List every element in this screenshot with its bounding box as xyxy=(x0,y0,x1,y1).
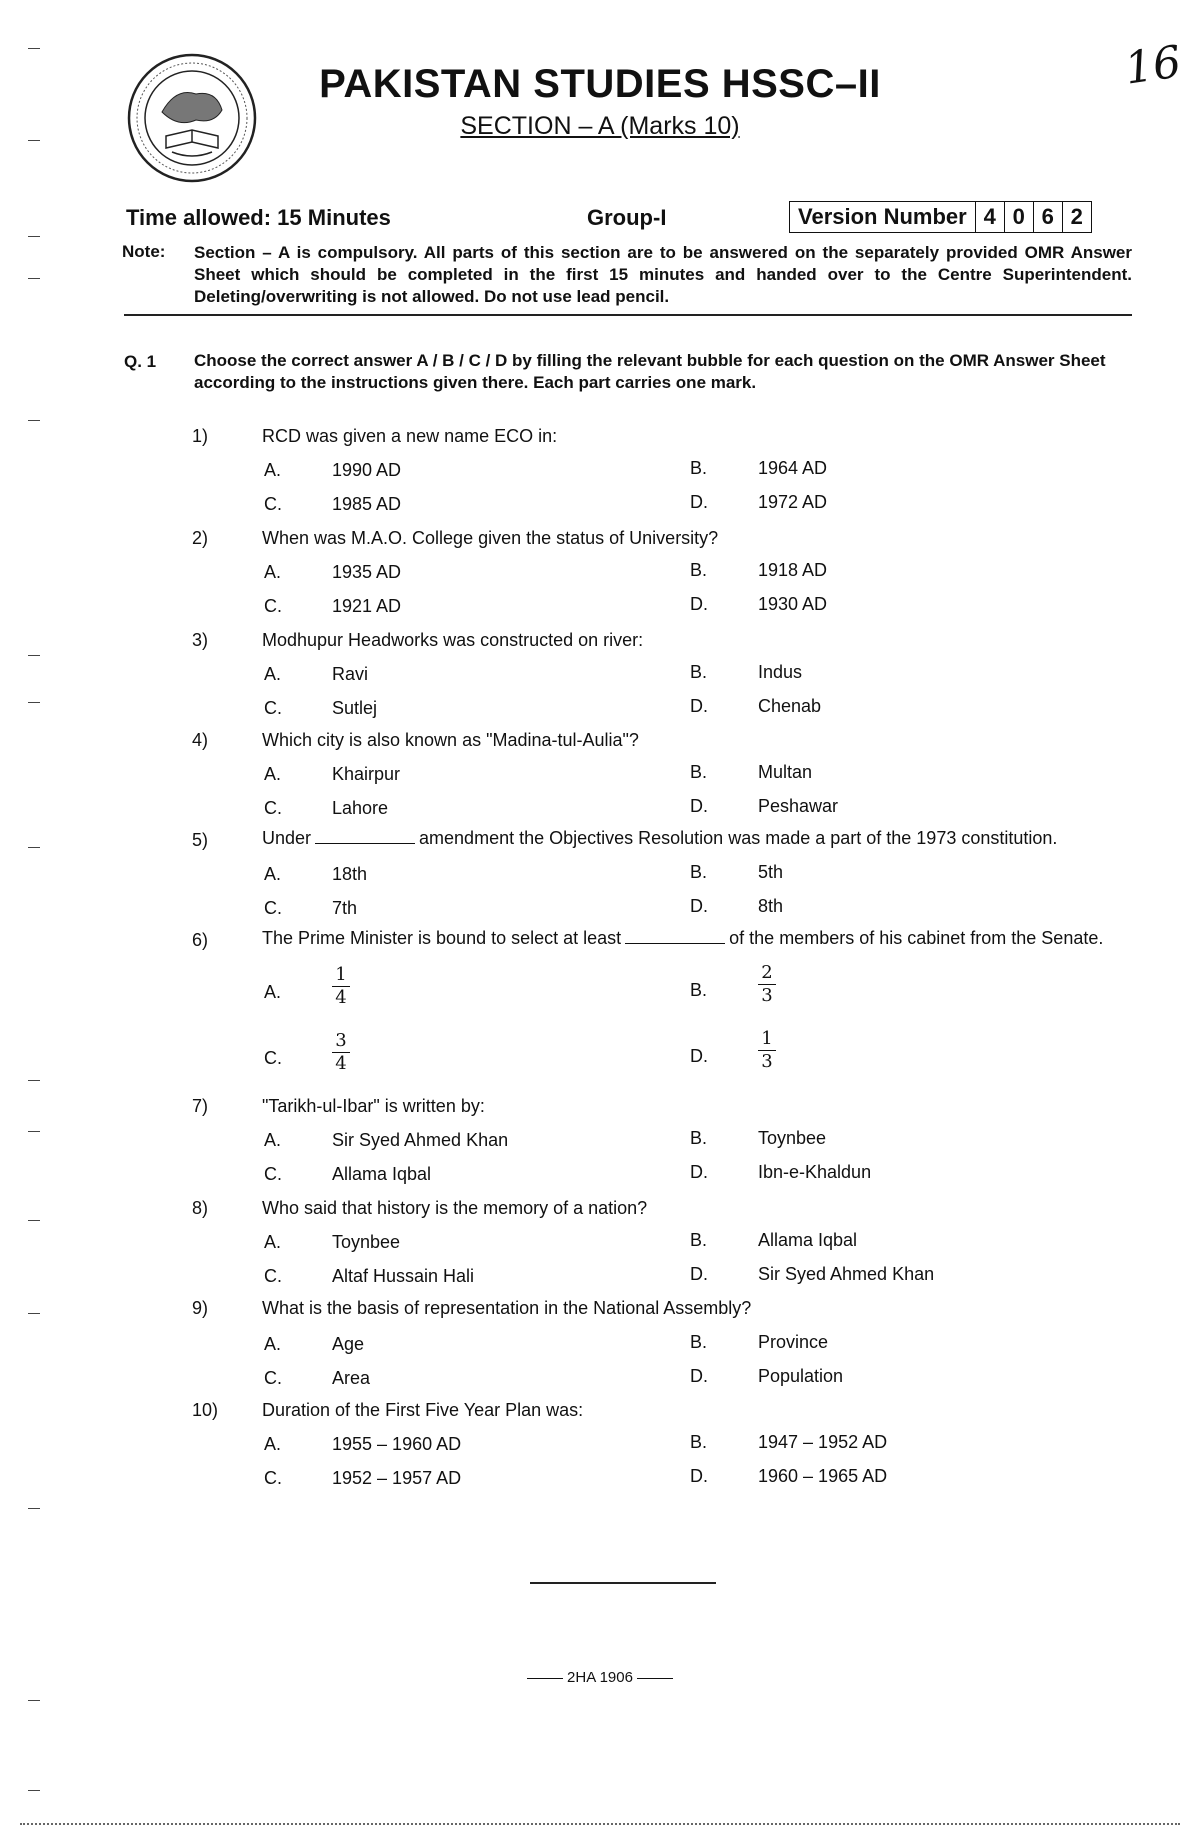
fraction-numerator: 1 xyxy=(761,1028,773,1049)
option-letter: C. xyxy=(264,798,282,818)
option-text: Allama Iqbal xyxy=(758,1230,858,1250)
option-text: 1955 – 1960 AD xyxy=(332,1434,462,1454)
option-letter: D. xyxy=(690,796,708,816)
fill-blank xyxy=(625,929,725,944)
option-text: 1930 AD xyxy=(758,594,828,614)
version-digit: 2 xyxy=(1070,204,1083,229)
option-text: Allama Iqbal xyxy=(332,1164,432,1184)
fraction-denominator: 4 xyxy=(335,987,347,1008)
option-letter: A. xyxy=(264,562,282,582)
option-letter: C. xyxy=(264,1048,282,1068)
option-text: 1960 – 1965 AD xyxy=(758,1466,888,1486)
question-text: Who said that history is the memory of a nation? xyxy=(262,1198,648,1218)
option-text: Ravi xyxy=(332,664,369,684)
scan-margin-mark xyxy=(28,420,40,421)
question-text xyxy=(262,928,1103,949)
scan-margin-mark xyxy=(28,702,40,703)
question-label: Q. 1 xyxy=(124,352,157,371)
fraction-option xyxy=(332,964,350,1009)
option-text: 1918 AD xyxy=(758,560,828,580)
scan-bottom-edge xyxy=(20,1823,1180,1825)
option-text: Ibn-e-Khaldun xyxy=(758,1162,872,1182)
option-text: Multan xyxy=(758,762,813,782)
scan-margin-mark xyxy=(28,278,40,279)
fraction-option xyxy=(758,962,776,1007)
question-text xyxy=(262,828,1057,849)
question-text: Which city is also known as "Madina-tul-Aulia"? xyxy=(262,730,639,750)
option-text: Chenab xyxy=(758,696,822,716)
question-number: 4) xyxy=(192,730,209,750)
question-text: Modhupur Headworks was constructed on river: xyxy=(262,630,644,650)
option-text: 1952 – 1957 AD xyxy=(332,1468,462,1488)
option-letter: B. xyxy=(690,862,708,882)
fraction-option xyxy=(758,1028,776,1073)
option-text: 1947 – 1952 AD xyxy=(758,1432,888,1452)
fill-blank xyxy=(315,829,415,844)
option-letter: B. xyxy=(690,1432,708,1452)
scan-margin-mark xyxy=(28,847,40,848)
group-label: Group-I xyxy=(587,205,667,230)
option-letter: D. xyxy=(690,492,708,512)
scan-margin-mark xyxy=(28,1131,40,1132)
question-text-after: of the members of his cabinet from the Senate. xyxy=(729,928,1104,948)
note-label: Note: xyxy=(122,242,166,261)
option-text: Altaf Hussain Hali xyxy=(332,1266,475,1286)
question-number: 6) xyxy=(192,930,209,950)
option-text: Sutlej xyxy=(332,698,378,718)
option-letter: C. xyxy=(264,1368,282,1388)
scan-margin-mark xyxy=(28,1313,40,1314)
option-text: Sir Syed Ahmed Khan xyxy=(758,1264,935,1284)
footer-code-text: 2HA 1906 xyxy=(567,1669,633,1686)
scan-margin-mark xyxy=(28,48,40,49)
version-digit: 4 xyxy=(976,202,1005,232)
question-text: RCD was given a new name ECO in: xyxy=(262,426,558,446)
option-letter: D. xyxy=(690,896,708,916)
fraction-denominator: 3 xyxy=(761,985,773,1006)
scan-margin-mark xyxy=(28,655,40,656)
question-number: 3) xyxy=(192,630,209,650)
option-letter: A. xyxy=(264,1434,282,1454)
option-text: Khairpur xyxy=(332,764,401,784)
option-text: 1964 AD xyxy=(758,458,828,478)
option-letter: B. xyxy=(690,1332,708,1352)
version-digit: 6 xyxy=(1034,202,1063,232)
option-letter: A. xyxy=(264,460,282,480)
option-letter: D. xyxy=(690,1264,708,1284)
option-letter: A. xyxy=(264,982,282,1002)
option-letter: B. xyxy=(690,560,708,580)
handwritten-page-number: 16 xyxy=(1121,36,1185,95)
option-text: 1985 AD xyxy=(332,494,402,514)
option-letter: B. xyxy=(690,762,708,782)
option-text: Province xyxy=(758,1332,829,1352)
option-text: Sir Syed Ahmed Khan xyxy=(332,1130,509,1150)
section-heading: SECTION – A (Marks 10) xyxy=(460,112,740,140)
option-letter: D. xyxy=(690,594,708,614)
question-number: 2) xyxy=(192,528,209,548)
question-number: 7) xyxy=(192,1096,209,1116)
option-letter: A. xyxy=(264,1130,282,1150)
option-text: Indus xyxy=(758,662,803,682)
fraction-numerator: 3 xyxy=(335,1030,347,1051)
option-text: 1972 AD xyxy=(758,492,828,512)
fraction-numerator: 1 xyxy=(335,964,347,985)
option-letter: D. xyxy=(690,1466,708,1486)
question-text-before: The Prime Minister is bound to select at least xyxy=(262,928,622,948)
option-letter: A. xyxy=(264,1232,282,1252)
scan-margin-mark xyxy=(28,1508,40,1509)
option-letter: D. xyxy=(690,1366,708,1386)
option-letter: B. xyxy=(690,980,708,1000)
option-letter: B. xyxy=(690,458,708,478)
fraction-denominator: 3 xyxy=(761,1051,773,1072)
option-letter: B. xyxy=(690,1128,708,1148)
version-label: Version Number xyxy=(790,202,976,232)
option-letter: C. xyxy=(264,596,282,616)
option-text: 1990 AD xyxy=(332,460,402,480)
option-letter: B. xyxy=(690,662,708,682)
option-text: Toynbee xyxy=(758,1128,827,1148)
question-text: "Tarikh-ul-Ibar" is written by: xyxy=(262,1096,485,1116)
option-text: 18th xyxy=(332,864,368,884)
option-text: 1921 AD xyxy=(332,596,402,616)
option-letter: C. xyxy=(264,698,282,718)
option-text: 5th xyxy=(758,862,784,882)
version-digit: 0 xyxy=(1005,202,1034,232)
fraction-option xyxy=(332,1030,350,1075)
option-text: 1935 AD xyxy=(332,562,402,582)
instruction-text: Choose the correct answer A / B / C / D by filling the relevant bubble for each question on the OMR Answer Sheet according to the instructions given there. Each part carries one mark. xyxy=(194,351,1106,392)
option-letter: C. xyxy=(264,494,282,514)
option-letter: A. xyxy=(264,864,282,884)
question-text: Duration of the First Five Year Plan was: xyxy=(262,1400,584,1420)
option-text: Population xyxy=(758,1366,844,1386)
option-letter: C. xyxy=(264,1468,282,1488)
question-number: 1) xyxy=(192,426,209,446)
fraction-denominator: 4 xyxy=(335,1053,347,1074)
option-letter: A. xyxy=(264,764,282,784)
footer-code xyxy=(0,1669,1200,1686)
option-text: 7th xyxy=(332,898,358,918)
scan-margin-mark xyxy=(28,140,40,141)
scan-margin-mark xyxy=(28,1790,40,1791)
question-text: What is the basis of representation in the National Assembly? xyxy=(262,1298,752,1318)
version-number-box xyxy=(789,201,1092,233)
option-letter: C. xyxy=(264,1164,282,1184)
divider xyxy=(124,314,1132,316)
question-text: When was M.A.O. College given the status of University? xyxy=(262,528,719,548)
option-letter: D. xyxy=(690,696,708,716)
option-letter: A. xyxy=(264,664,282,684)
option-text: Peshawar xyxy=(758,796,839,816)
question-number: 10) xyxy=(192,1400,219,1420)
time-allowed: Time allowed: 15 Minutes xyxy=(126,205,391,230)
fraction-numerator: 2 xyxy=(761,962,773,983)
question-text-before: Under xyxy=(262,828,312,848)
option-text: Toynbee xyxy=(332,1232,401,1252)
option-letter: B. xyxy=(690,1230,708,1250)
scan-margin-mark xyxy=(28,1080,40,1081)
note-text: Section – A is compulsory. All parts of this section are to be answered on the separately provided OMR Answer Sheet which should be completed in the first 15 minutes and handed over to the Centre Superintendent. Deleting/overwriting is not allowed. Do not use lead pencil. xyxy=(194,243,1132,306)
option-letter: D. xyxy=(690,1046,708,1066)
option-letter: D. xyxy=(690,1162,708,1182)
question-number: 9) xyxy=(192,1298,209,1318)
end-rule xyxy=(530,1582,716,1584)
option-text: Age xyxy=(332,1334,365,1354)
question-number: 8) xyxy=(192,1198,209,1218)
option-letter: C. xyxy=(264,898,282,918)
scan-margin-mark xyxy=(28,236,40,237)
option-letter: C. xyxy=(264,1266,282,1286)
option-text: Lahore xyxy=(332,798,389,818)
question-number: 5) xyxy=(192,830,209,850)
paper-title: PAKISTAN STUDIES HSSC–II xyxy=(319,62,881,106)
option-text: 8th xyxy=(758,896,784,916)
scan-margin-mark xyxy=(28,1700,40,1701)
option-text: Area xyxy=(332,1368,371,1388)
question-text-after: amendment the Objectives Resolution was made a part of the 1973 constitution. xyxy=(419,828,1058,848)
scan-margin-mark xyxy=(28,1220,40,1221)
option-letter: A. xyxy=(264,1334,282,1354)
